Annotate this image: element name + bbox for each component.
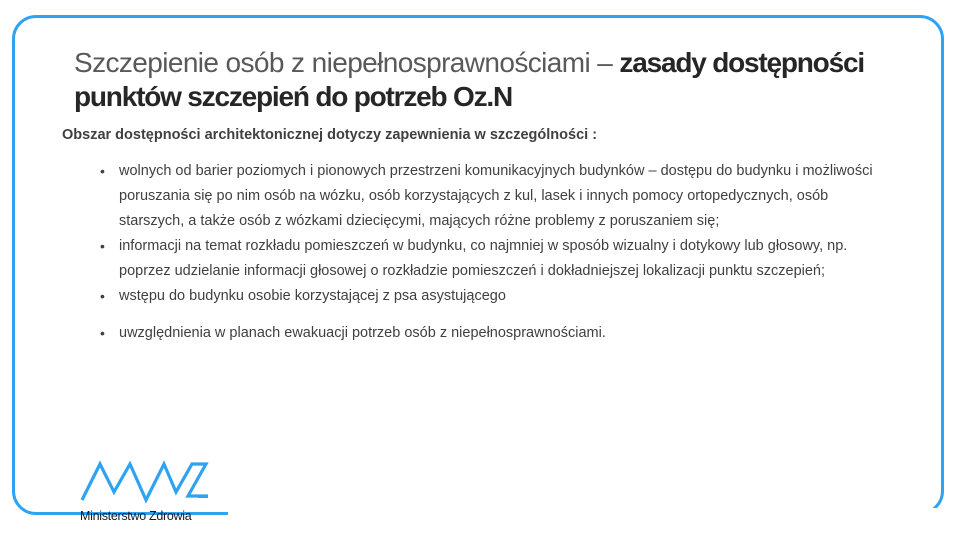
title-light: Szczepienie osób z niepełnosprawnościami – <box>74 47 620 78</box>
bullet-text: informacji na temat rozkładu pomieszczeń w budynku, co najmniej w sposób wizualny i dotykowy lub głosowy, np. poprzez udzielanie informacji głosowej o rozkładzie pomieszczeń i dokładniejszej lokalizacji punktu szczepień; <box>119 238 848 279</box>
list-item <box>100 159 890 234</box>
intro-text: Obszar dostępności architektonicznej dotyczy zapewnienia w szczególności : <box>62 127 598 143</box>
bullet-text: uwzględnienia w planach ewakuacji potrzeb osób z niepełnosprawnościami. <box>119 325 606 341</box>
list-item <box>100 321 890 346</box>
slide-title <box>74 46 874 114</box>
bullet-icon: • <box>100 163 105 179</box>
bullet-text: wstępu do budynku osobie korzystającej z psa asystującego <box>119 288 506 304</box>
bullet-icon: • <box>100 325 105 341</box>
list-item <box>100 234 890 284</box>
bullet-icon: • <box>100 288 105 304</box>
bullet-icon: • <box>100 238 105 254</box>
title-bold: zasady dostępności punktów szczepień do potrzeb Oz.N <box>74 47 864 112</box>
list-item <box>100 284 890 309</box>
frame-gap <box>228 508 958 520</box>
bullet-text: wolnych od barier poziomych i pionowych przestrzeni komunikacyjnych budynków – dostępu do budynku i możliwości poruszania się po nim osób na wózku, osób korzystających z kul, lasek i innych pomocy ortopedycznych, osób starszych, a także osób z wózkami dziecięcymi, mających różne problemy z poruszaniem się; <box>119 163 873 229</box>
bullet-list <box>100 159 890 346</box>
logo-label: Ministerstwo Zdrowia <box>80 509 192 523</box>
